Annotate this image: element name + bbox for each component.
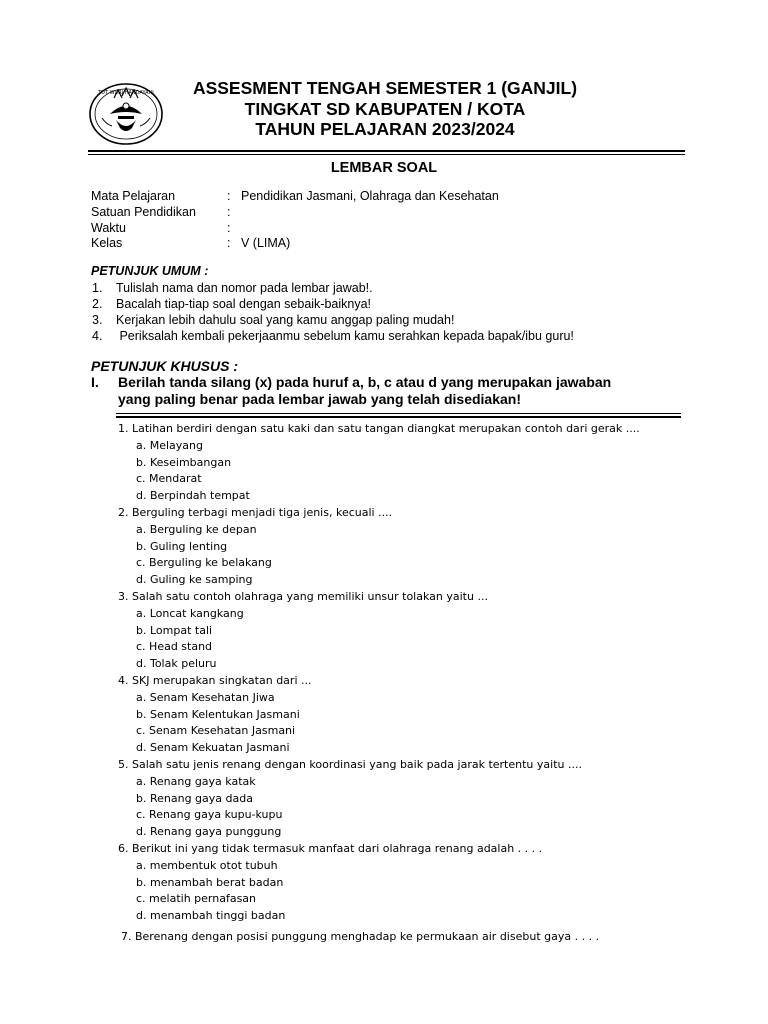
question-text: 6. Berikut ini yang tidak termasuk manfaat dari olahraga renang adalah . . . . (118, 841, 543, 855)
answer-option: b. Keseimbangan (136, 455, 232, 469)
instruction-text (118, 374, 611, 408)
list-number: 3. (92, 313, 103, 327)
list-text: Tulislah nama dan nomor pada lembar jawab!. (116, 281, 373, 295)
info-colon: : (227, 189, 231, 203)
list-item (92, 312, 574, 328)
answer-option: d. Guling ke samping (136, 573, 253, 587)
answer-option: c. Berguling ke belakang (136, 556, 272, 570)
answer-option: a. membentuk otot tubuh (136, 858, 278, 872)
list-number: 4. (92, 329, 103, 343)
section-rule-thick (116, 416, 681, 418)
info-colon: : (227, 220, 231, 235)
answer-option: d. Renang gaya punggung (136, 825, 282, 839)
answer-option: c. Renang gaya kupu-kupu (136, 808, 283, 822)
question-text: 4. SKJ merupakan singkatan dari ... (118, 673, 312, 687)
instruction-line-1: Berilah tanda silang (x) pada huruf a, b, c atau d yang merupakan jawaban (118, 374, 612, 390)
info-label: Mata Pelajaran (91, 189, 176, 203)
answer-option: a. Berguling ke depan (136, 522, 257, 536)
answer-option: a. Senam Kesehatan Jiwa (136, 690, 275, 704)
header-line-2: TINGKAT SD KABUPATEN / KOTA (244, 98, 526, 119)
answer-option: b. Lompat tali (136, 623, 213, 637)
question-text: 3. Salah satu contoh olahraga yang memiliki unsur tolakan yaitu ... (118, 589, 488, 603)
list-item (92, 328, 574, 344)
list-text: Kerjakan lebih dahulu soal yang kamu anggap paling mudah! (116, 313, 455, 327)
list-item (92, 296, 574, 312)
answer-option: c. Senam Kesehatan Jasmani (136, 724, 296, 738)
tut-wuri-handayani-logo (88, 80, 168, 152)
questions-list (118, 421, 640, 925)
answer-option: a. Melayang (136, 438, 203, 452)
instruction-line-2: yang paling benar pada lembar jawab yang telah disediakan! (118, 391, 522, 407)
answer-option: d. Senam Kekuatan Jasmani (136, 741, 290, 755)
header-rule-thin (88, 154, 685, 155)
info-block (91, 189, 499, 252)
answer-option: b. Guling lenting (136, 539, 228, 553)
answer-option: b. Senam Kelentukan Jasmani (136, 707, 300, 721)
header-rule-thick (88, 150, 685, 152)
question-7: 7. Berenang dengan posisi punggung menghadap ke permukaan air disebut gaya . . . . (121, 930, 600, 943)
question-text: 5. Salah satu jenis renang dengan koordinasi yang baik pada jarak tertentu yaitu .... (118, 757, 582, 771)
answer-option: d. menambah tinggi badan (136, 909, 286, 923)
info-value: V (LIMA) (241, 236, 291, 251)
header-line-3: TAHUN PELAJARAN 2023/2024 (255, 119, 515, 139)
answer-option: c. melatih pernafasan (136, 892, 257, 906)
answer-option: d. Berpindah tempat (136, 489, 250, 503)
info-row (91, 221, 499, 237)
section-rule-thin (116, 413, 681, 414)
roman-numeral: I. (91, 374, 99, 390)
question-text: 1. Latihan berdiri dengan satu kaki dan satu tangan diangkat merupakan contoh dari gerak .... (118, 422, 640, 435)
question-text: 2. Berguling terbagi menjadi tiga jenis, kecuali .... (118, 505, 393, 519)
answer-option: b. menambah berat badan (136, 875, 284, 889)
list-text: Bacalah tiap-tiap soal dengan sebaik-baiknya! (116, 297, 372, 311)
answer-option: b. Renang gaya dada (136, 791, 253, 805)
info-row (91, 236, 499, 252)
answer-option: a. Loncat kangkang (136, 606, 244, 620)
special-instruction (91, 374, 671, 408)
info-row (91, 205, 499, 221)
info-label: Waktu (91, 220, 126, 235)
sheet-title: LEMBAR SOAL (330, 160, 438, 176)
logo-text: TUT WURI HANDAYANI (98, 90, 154, 96)
info-colon: : (227, 204, 231, 219)
document-header (160, 78, 610, 140)
info-colon: : (227, 236, 231, 251)
general-instructions-list (92, 280, 574, 344)
answer-option: c. Mendarat (136, 472, 202, 486)
answer-option: a. Renang gaya katak (136, 774, 256, 788)
list-item (92, 280, 574, 296)
special-instructions-heading: PETUNJUK KHUSUS : (91, 358, 239, 374)
general-instructions-heading: PETUNJUK UMUM : (91, 264, 209, 278)
answer-option: c. Head stand (136, 640, 213, 654)
info-row (91, 189, 499, 205)
list-text: Periksalah kembali pekerjaanmu sebelum kamu serahkan kepada bapak/ibu guru! (116, 329, 574, 343)
list-number: 2. (92, 297, 103, 311)
info-label: Satuan Pendidikan (91, 204, 196, 219)
header-line-1: ASSESMENT TENGAH SEMESTER 1 (GANJIL) (192, 78, 578, 98)
info-label: Kelas (91, 236, 123, 251)
list-number: 1. (92, 281, 103, 295)
answer-option: d. Tolak peluru (136, 657, 217, 671)
info-value: Pendidikan Jasmani, Olahraga dan Kesehatan (241, 189, 499, 203)
